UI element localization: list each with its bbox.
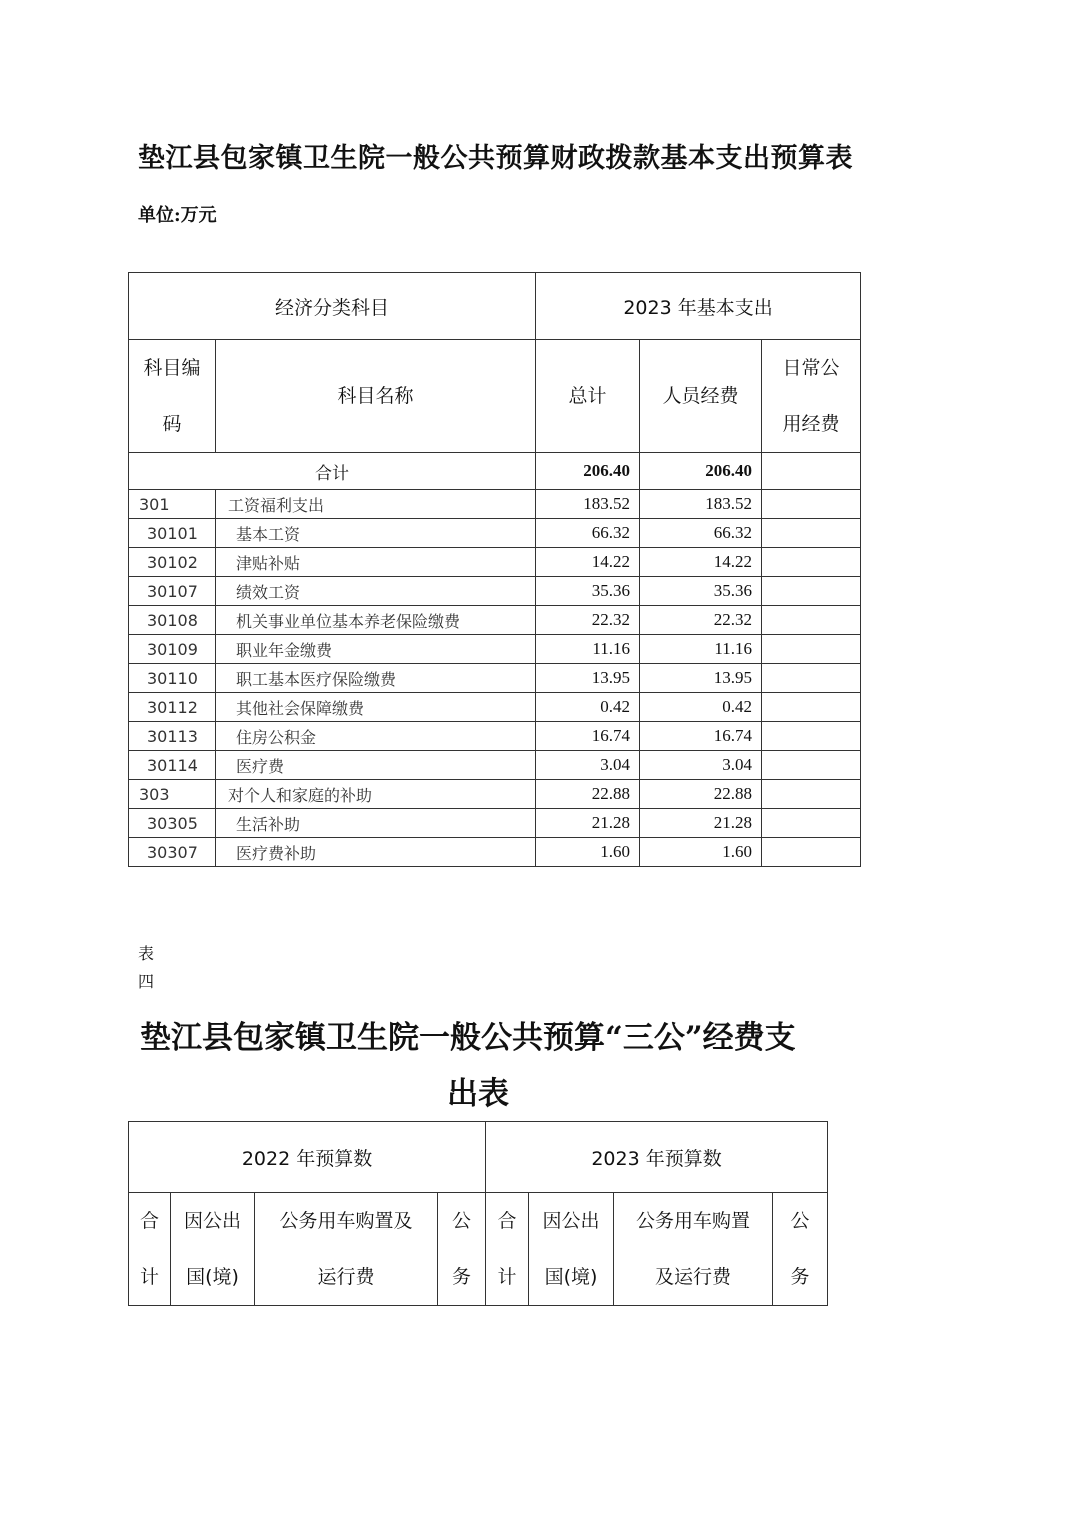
subject-name: 职业年金缴费 <box>216 635 536 664</box>
col-subject-code: 科目编 码 <box>129 340 216 453</box>
total-value: 14.22 <box>536 548 640 577</box>
subject-name: 职工基本医疗保险缴费 <box>216 664 536 693</box>
subject-name: 基本工资 <box>216 519 536 548</box>
total-value: 1.60 <box>536 838 640 867</box>
table-row <box>129 809 861 838</box>
subject-code: 303 <box>129 780 216 809</box>
personnel-value: 14.22 <box>640 548 762 577</box>
table-number-label: 表 四 <box>138 944 155 991</box>
public-value <box>762 809 861 838</box>
personnel-value: 22.32 <box>640 606 762 635</box>
sum-label: 合计 <box>129 453 536 490</box>
sum-public <box>762 453 861 490</box>
sum-row <box>129 453 861 490</box>
total-value: 22.32 <box>536 606 640 635</box>
basic-expenditure-table <box>128 272 861 867</box>
table-row <box>129 780 861 809</box>
total-value: 66.32 <box>536 519 640 548</box>
subject-code: 30108 <box>129 606 216 635</box>
subject-name: 住房公积金 <box>216 722 536 751</box>
total-value: 16.74 <box>536 722 640 751</box>
total-value: 3.04 <box>536 751 640 780</box>
header-economic-classification: 经济分类科目 <box>129 273 536 340</box>
subject-code: 30101 <box>129 519 216 548</box>
total-value: 11.16 <box>536 635 640 664</box>
subject-name: 医疗费补助 <box>216 838 536 867</box>
subject-code: 30114 <box>129 751 216 780</box>
col-2022-1: 因公出 国(境) <box>171 1193 255 1306</box>
personnel-value: 183.52 <box>640 490 762 519</box>
col-2023-0: 合 计 <box>486 1193 529 1306</box>
personnel-value: 0.42 <box>640 693 762 722</box>
public-value <box>762 635 861 664</box>
header-2023-basic-expenditure: 2023 年基本支出 <box>536 273 861 340</box>
subject-code: 30102 <box>129 548 216 577</box>
personnel-value: 21.28 <box>640 809 762 838</box>
subject-name: 绩效工资 <box>216 577 536 606</box>
col-2022-3: 公 务 <box>438 1193 486 1306</box>
total-value: 183.52 <box>536 490 640 519</box>
col-total: 总计 <box>536 340 640 453</box>
subject-code: 301 <box>129 490 216 519</box>
public-value <box>762 751 861 780</box>
subject-name: 机关事业单位基本养老保险缴费 <box>216 606 536 635</box>
total-value: 21.28 <box>536 809 640 838</box>
col-personnel-expense: 人员经费 <box>640 340 762 453</box>
personnel-value: 22.88 <box>640 780 762 809</box>
personnel-value: 16.74 <box>640 722 762 751</box>
col-2023-2: 公务用车购置 及运行费 <box>614 1193 773 1306</box>
header-2023-budget: 2023 年预算数 <box>486 1122 828 1193</box>
public-value <box>762 722 861 751</box>
personnel-value: 1.60 <box>640 838 762 867</box>
section-title: 垫江县包家镇卫生院一般公共预算“三公”经费支 <box>140 1020 796 1056</box>
header-2022-budget: 2022 年预算数 <box>129 1122 486 1193</box>
col-2022-2: 公务用车购置及 运行费 <box>255 1193 438 1306</box>
subject-code: 30112 <box>129 693 216 722</box>
subject-name: 医疗费 <box>216 751 536 780</box>
public-value <box>762 519 861 548</box>
subject-name: 其他社会保障缴费 <box>216 693 536 722</box>
three-public-expense-table <box>128 1121 828 1306</box>
table-row <box>129 838 861 867</box>
subject-code: 30113 <box>129 722 216 751</box>
public-value <box>762 577 861 606</box>
personnel-value: 11.16 <box>640 635 762 664</box>
table-row <box>129 664 861 693</box>
subject-name: 津贴补贴 <box>216 548 536 577</box>
subject-code: 30307 <box>129 838 216 867</box>
public-value <box>762 664 861 693</box>
table-row <box>129 722 861 751</box>
col-subject-name: 科目名称 <box>216 340 536 453</box>
table-row <box>129 577 861 606</box>
personnel-value: 13.95 <box>640 664 762 693</box>
sum-total: 206.40 <box>536 453 640 490</box>
subject-code: 30109 <box>129 635 216 664</box>
total-value: 13.95 <box>536 664 640 693</box>
section-title-cont: 出表 <box>447 1076 509 1112</box>
total-value: 35.36 <box>536 577 640 606</box>
public-value <box>762 490 861 519</box>
subject-code: 30110 <box>129 664 216 693</box>
subject-name: 生活补助 <box>216 809 536 838</box>
col-2022-0: 合 计 <box>129 1193 171 1306</box>
page-title: 垫江县包家镇卫生院一般公共预算财政拨款基本支出预算表 <box>138 143 853 174</box>
subject-code: 30107 <box>129 577 216 606</box>
total-value: 22.88 <box>536 780 640 809</box>
subject-name: 工资福利支出 <box>216 490 536 519</box>
personnel-value: 3.04 <box>640 751 762 780</box>
sum-personnel: 206.40 <box>640 453 762 490</box>
public-value <box>762 606 861 635</box>
public-value <box>762 548 861 577</box>
subject-name: 对个人和家庭的补助 <box>216 780 536 809</box>
table-row <box>129 693 861 722</box>
table-row <box>129 635 861 664</box>
personnel-value: 66.32 <box>640 519 762 548</box>
table-row <box>129 548 861 577</box>
col-2023-3: 公 务 <box>773 1193 828 1306</box>
public-value <box>762 838 861 867</box>
total-value: 0.42 <box>536 693 640 722</box>
col-2023-1: 因公出 国(境) <box>529 1193 614 1306</box>
personnel-value: 35.36 <box>640 577 762 606</box>
col-public-expense: 日常公 用经费 <box>762 340 861 453</box>
table-row <box>129 606 861 635</box>
public-value <box>762 780 861 809</box>
table-row <box>129 751 861 780</box>
table-row <box>129 490 861 519</box>
table-row <box>129 519 861 548</box>
unit-label: 单位:万元 <box>138 205 217 226</box>
subject-code: 30305 <box>129 809 216 838</box>
public-value <box>762 693 861 722</box>
